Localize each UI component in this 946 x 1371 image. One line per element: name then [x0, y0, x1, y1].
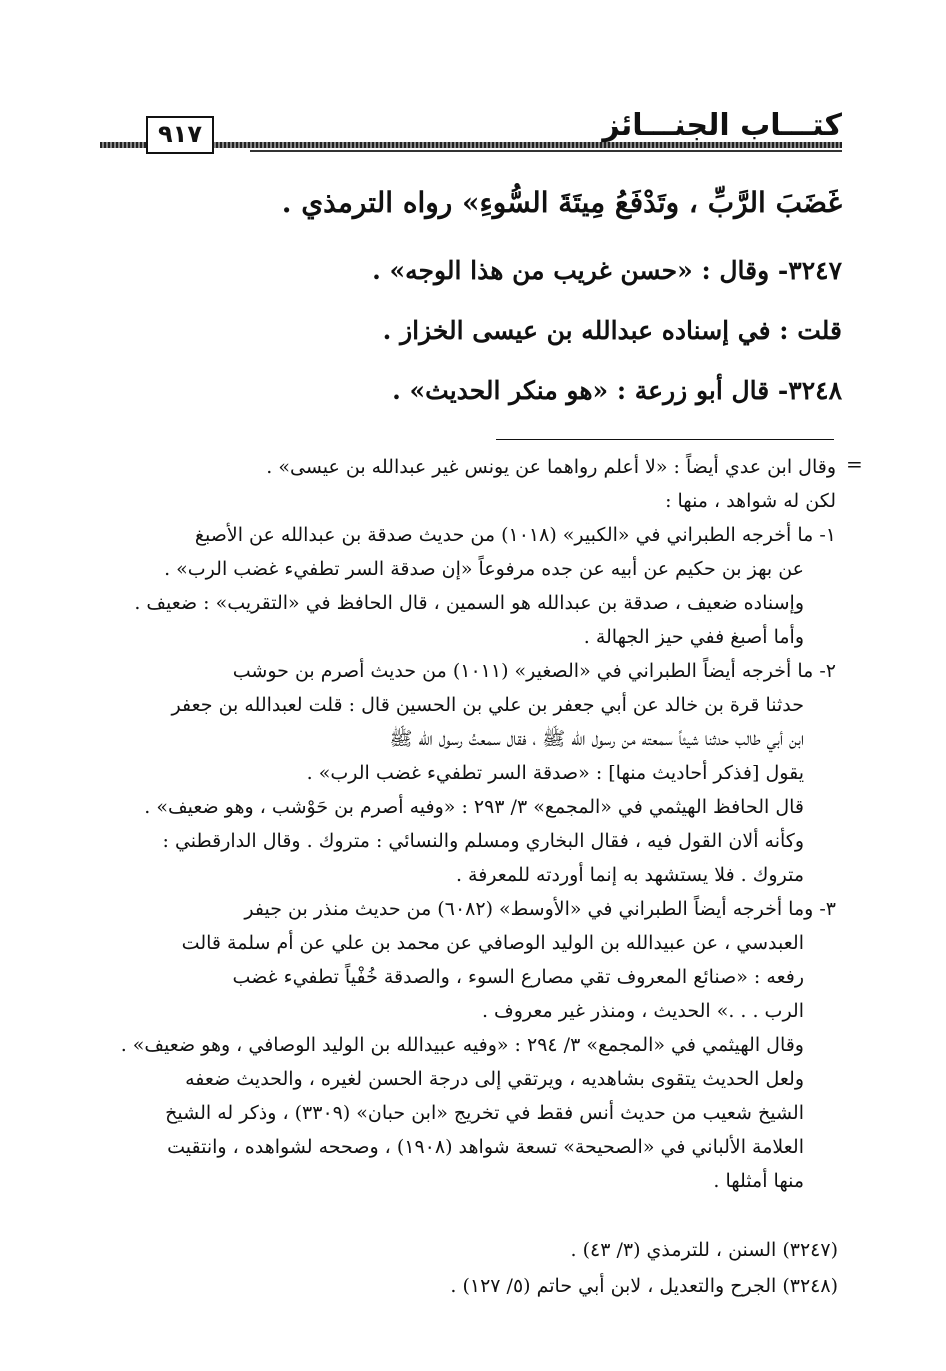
- footnote-line: ٢- ما أخرجه أيضاً الطبراني في «الصغير» (١٠١١) من حديث أصرم بن حوشب: [232, 660, 836, 682]
- footnote-line: ولعل الحديث يتقوى بشاهديه ، ويرتقي إلى درجة الحسن لغيره ، والحديث ضعفه: [185, 1068, 804, 1090]
- footnote-line: وإسناده ضعيف ، صدقة بن عبدالله هو السمين ، قال الحافظ في «التقريب» : ضعيف .: [134, 592, 804, 614]
- footnote-line: ٣- وما أخرجه أيضاً الطبراني في «الأوسط» (٦٠٨٢) من حديث منذر بن جيفر: [244, 898, 836, 920]
- footnote-line: وكأنه ألان القول فيه ، فقال البخاري ومسلم والنسائي : متروك . وقال الدارقطني :: [162, 830, 804, 852]
- main-line-1: غَضَبَ الرَّبِّ ، وتَدْفَعُ مِيتَةَ السُّوءِ» رواه الترمذي .: [281, 186, 842, 219]
- hadith-3248: ٣٢٤٨- قال أبو زرعة : «هو منكر الحديث» .: [392, 376, 842, 405]
- footnote-line: ١- ما أخرجه الطبراني في «الكبير» (١٠١٨) من حديث صدقة بن عبدالله عن الأصبغ: [194, 524, 836, 546]
- footnote-line: يقول [فذكر أحاديث منها] : «صدقة السر تطفيء غضب الرب» .: [306, 762, 804, 784]
- footnote-line: رفعه : «صنائع المعروف تقي مصارع السوء ، والصدقة خُفْياً تطفيء غضب: [232, 966, 804, 988]
- page-number: ٩١٧: [146, 116, 214, 154]
- footnote-line: حدثنا قرة بن خالد عن أبي جعفر بن علي بن الحسين قال : قلت لعبدالله بن جعفر: [171, 694, 804, 716]
- page-header: [100, 108, 842, 154]
- hadith-3247: ٣٢٤٧- وقال : «حسن غريب من هذا الوجه» .: [372, 256, 842, 285]
- continuation-marker: =: [846, 452, 863, 476]
- reference-3248: (٣٢٤٨) الجرح والتعديل ، لابن أبي حاتم (٥/ ١٢٧) .: [450, 1275, 838, 1297]
- footnote-line: متروك . فلا يستشهد به إنما أوردته للمعرفة .: [455, 864, 804, 886]
- footnote-line: لكن له شواهد ، منها :: [665, 490, 836, 512]
- footnote-line: وأما أصبغ ففي حيز الجهالة .: [583, 626, 804, 648]
- reference-3247: (٣٢٤٧) السنن ، للترمذي (٣/ ٤٣) .: [570, 1239, 838, 1261]
- footnote-line: وقال ابن عدي أيضاً : «لا أعلم رواهما عن يونس غير عبدالله بن عيسى» .: [266, 456, 836, 478]
- footnote-line: ابن أبي طالب حدثنا شيئاً سمعته من رسول الله ﷺ ، فقال سمعتُ رسول الله ﷺ: [389, 728, 804, 750]
- footnote-line: الشيخ شعيب من حديث أنس فقط في تخريج «ابن حبان» (٣٣٠٩) ، وذكر له الشيخ: [165, 1102, 804, 1124]
- references: [450, 1232, 838, 1304]
- footnote-line: العلامة الألباني في «الصحيحة» تسعة شواهد (١٩٠٨) ، وصححه لشواهده ، وانتقيت: [167, 1136, 804, 1158]
- footnote-line: عن بهز بن حكيم عن أبيه عن جده مرفوعاً «إن صدقة السر تطفيء غضب الرب» .: [164, 558, 804, 580]
- footnote-line: الرب . . .» الحديث ، ومنذر غير معروف .: [481, 1000, 804, 1022]
- footnote-separator: [496, 439, 834, 440]
- comment-line: قلت : في إسناده عبدالله بن عيسى الخزاز .: [382, 316, 842, 345]
- footnote-line: منها أمثلها .: [713, 1170, 804, 1192]
- footnote-line: قال الحافظ الهيثمي في «المجمع» ٣/ ٢٩٣ : «وفيه أصرم بن حَوْشب ، وهو ضعيف» .: [144, 796, 804, 818]
- footnote-line: وقال الهيثمي في «المجمع» ٣/ ٢٩٤ : «وفيه عبيدالله بن الوليد الوصافي ، وهو ضعيف» .: [120, 1034, 804, 1056]
- footnote-line: العبدسي ، عن عبيدالله بن الوليد الوصافي عن محمد بن علي عن أم سلمة قالت: [181, 932, 804, 954]
- chapter-title: كتـــاب الجنـــائز: [602, 108, 842, 143]
- header-rule-thin: [250, 150, 842, 152]
- footnote-block: [96, 450, 836, 1198]
